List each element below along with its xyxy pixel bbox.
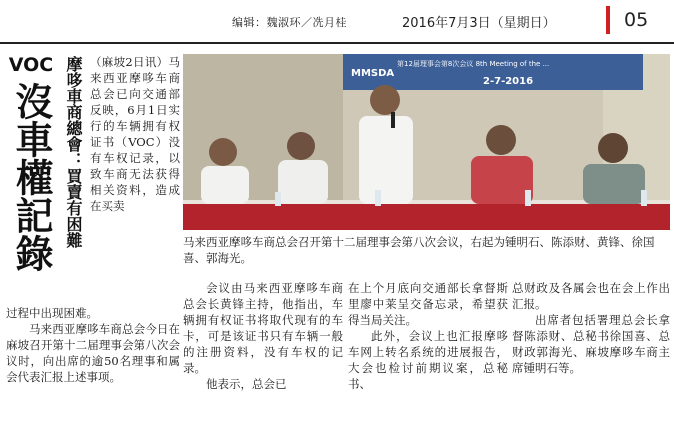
page-number: 05: [624, 9, 649, 31]
banner-org: MMSDA: [351, 68, 395, 79]
headline: [4, 54, 58, 306]
article-column-1: [90, 54, 180, 214]
article-lead: （麻坡2日讯）马来西亚摩哆车商总会已向交通部反映，6月1日实行的车辆拥有权证书（VOC）没有车权记录，以致车商无法获得相关资料，造成在买卖: [90, 55, 180, 213]
header-rule: [0, 42, 674, 44]
article-paragraph: 会议由马来西亚摩哆车商总会长黄锋主持，他指出，车辆拥有权证书将取代现有的车卡，可是该证书只有车辆一般的注册资料，没有车权的记录。: [183, 281, 343, 375]
meeting-photo: [183, 54, 670, 230]
article-column-3: [348, 280, 508, 392]
headline-subtitle: 摩哆車商總會：買賣有困難: [64, 56, 83, 248]
article-column-2: [183, 280, 343, 392]
article-paragraph: 他表示，总会已: [206, 377, 287, 391]
photo-caption: 马来西亚摩哆车商总会召开第十二届理事会第八次会议，右起为锺明石、陈添财、黄锋、徐国喜、郭海光。: [183, 235, 655, 265]
article-paragraph: 马来西亚摩哆车商总会今日在麻坡召开第十二届理事会第八次会议时，向出席的逾50名理事和属会代表汇报上述事项。: [6, 322, 180, 384]
article-paragraph: 此外，会议上也汇报摩哆车网上转名系统的进展报告，大会也检讨前期议案，总秘书、: [348, 329, 508, 391]
photo-table: [183, 202, 670, 230]
headline-prefix: VOC: [8, 54, 54, 76]
article-paragraph: 出席者包括署理总会长拿督陈添财、总秘书徐国喜、总财政郭海光、麻坡摩哆车商主席锺明石等。: [512, 313, 670, 375]
article-paragraph: 过程中出现困难。: [6, 306, 98, 320]
page-header: [0, 0, 674, 42]
meeting-photo-image: [183, 54, 670, 230]
header-red-bar: [606, 6, 610, 34]
article-paragraph: 在上个月底向交通部长拿督斯里廖中莱呈交备忘录，希望获得当局关注。: [348, 281, 508, 327]
issue-date: 2016年7月3日（星期日）: [402, 16, 556, 31]
article-paragraph: 总财政及各属会也在会上作出汇报。: [512, 281, 670, 311]
banner-date: 2-7-2016: [483, 76, 534, 87]
headline-main: 沒車權記錄: [9, 82, 53, 272]
article-column-4: [512, 280, 670, 376]
article-column-1-continued: [6, 305, 180, 385]
editor-credit: 编辑：魏淑环／冼月桂: [232, 16, 347, 29]
banner-text: 第12届理事会第8次会议 8th Meeting of the ...: [397, 60, 550, 68]
